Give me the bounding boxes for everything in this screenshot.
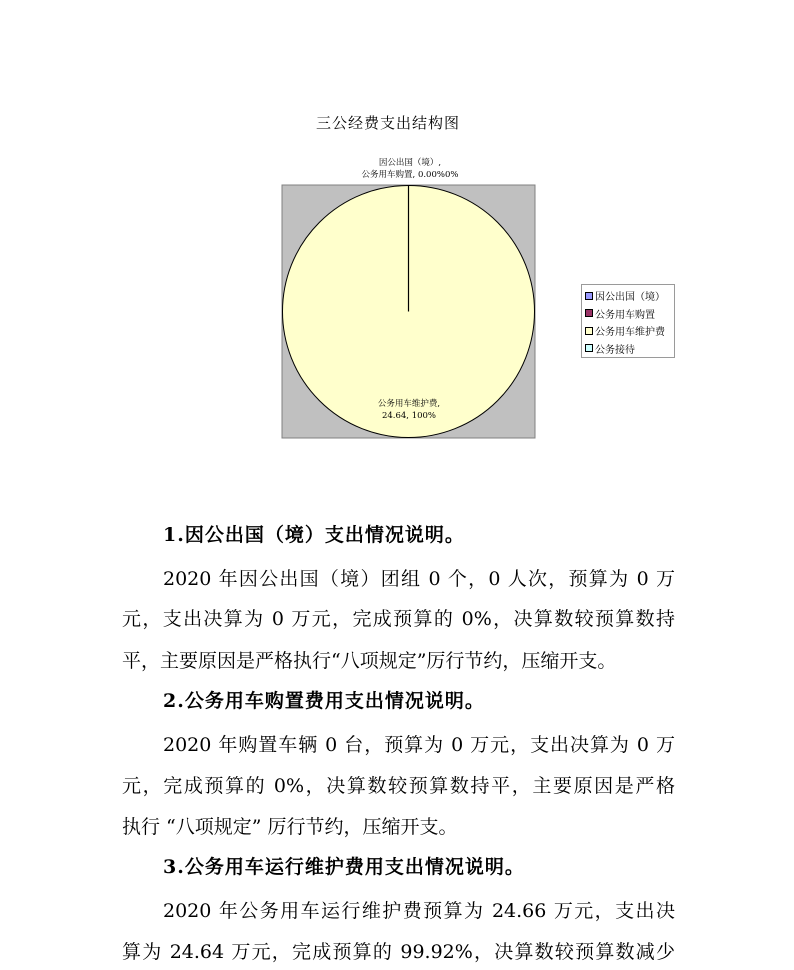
legend-label: 公务用车购置 (595, 309, 655, 321)
section-heading: 3.公务用车运行维护费用支出情况说明。 (163, 856, 525, 878)
legend-label: 公务用车维护费 (595, 327, 665, 339)
main-slice-data-label (334, 398, 484, 422)
top-data-label (330, 157, 490, 181)
legend-item (585, 305, 671, 323)
paragraph-line: 元，支出决算为 0 万元，完成预算的 0%，决算数较预算数持 (122, 608, 675, 630)
legend-item (585, 322, 671, 340)
main-slice-label-line-2: 24.64, 100% (381, 411, 437, 421)
legend-swatch (585, 344, 593, 352)
legend-swatch (585, 292, 593, 300)
main-slice-label-line-1: 公务用车维护费, (377, 399, 441, 409)
section-heading: 2.公务用车购置费用支出情况说明。 (163, 690, 485, 712)
paragraph-line: 元，完成预算的 0%，决算数较预算数持平，主要原因是严格 (122, 775, 675, 797)
legend-swatch (585, 327, 593, 335)
paragraph-line: 2020 年因公出国（境）团组 0 个，0 人次，预算为 0 万 (163, 568, 675, 590)
paragraph-line: 2020 年购置车辆 0 台，预算为 0 万元，支出决算为 0 万 (163, 734, 675, 756)
top-data-label-line-2: 公务用车购置, 0.00%0% (361, 170, 459, 180)
chart-title: 三公经费支出结构图 (315, 114, 460, 132)
legend-label: 因公出国（境） (595, 292, 665, 304)
legend-item (585, 287, 671, 305)
legend-swatch (585, 309, 593, 317)
paragraph-line: 算为 24.64 万元，完成预算的 99.92%，决算数较预算数减少 (122, 941, 675, 963)
section-heading: 1.因公出国（境）支出情况说明。 (163, 524, 465, 546)
paragraph-line: 执行 “八项规定” 厉行节约，压缩开支。 (122, 816, 458, 838)
legend-item (585, 340, 671, 358)
chart-legend (581, 284, 675, 358)
top-data-label-line-1: 因公出国（境）, (378, 158, 442, 168)
legend-label: 公务接待 (595, 344, 635, 356)
paragraph-line: 2020 年公务用车运行维护费预算为 24.66 万元，支出决 (163, 900, 675, 922)
paragraph-line: 平，主要原因是严格执行“八项规定”厉行节约，压缩开支。 (122, 650, 617, 672)
